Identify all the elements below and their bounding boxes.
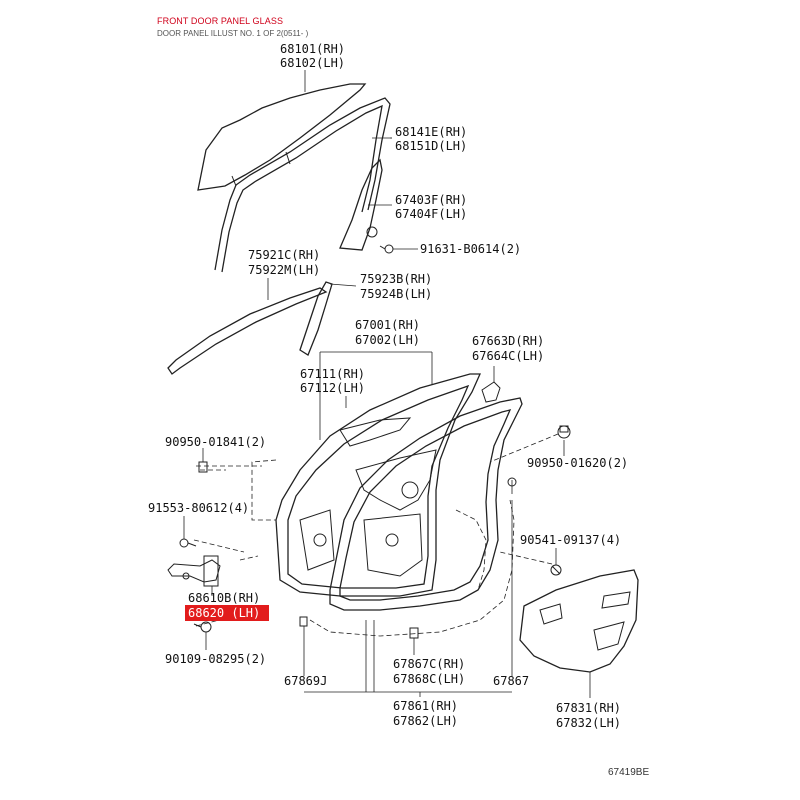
- label-68101: 68101(RH): [280, 42, 346, 56]
- label-68102: 68102(LH): [280, 56, 346, 70]
- label-67663d: 67663D(RH): [472, 334, 545, 348]
- bolt-90109[interactable]: [194, 622, 211, 632]
- label-67112: 67112(LH): [300, 381, 366, 395]
- service-hole-cover[interactable]: [520, 570, 638, 672]
- diagram-subtitle: DOOR PANEL ILLUST NO. 1 OF 2(0511- ): [157, 29, 309, 38]
- label-67111: 67111(RH): [300, 367, 366, 381]
- clip-90541[interactable]: [551, 565, 561, 575]
- label-67862: 67862(LH): [393, 714, 459, 728]
- label-75922m: 75922M(LH): [248, 263, 321, 277]
- label-67404f: 67404F(LH): [395, 207, 468, 221]
- label-67832: 67832(LH): [556, 716, 622, 730]
- label-67869j: 67869J: [284, 674, 328, 688]
- label-67867: 67867: [493, 674, 530, 688]
- diagram-title: FRONT DOOR PANEL GLASS: [157, 16, 284, 26]
- door-shell[interactable]: [276, 374, 480, 596]
- label-91631: 91631-B0614(2): [420, 242, 522, 256]
- bracket-67663[interactable]: [482, 382, 500, 402]
- illustration-reference-number: 67419BE: [608, 767, 650, 778]
- label-67868c: 67868C(LH): [393, 672, 466, 686]
- seal-67867c[interactable]: [410, 628, 418, 638]
- label-90541: 90541-09137(4): [520, 533, 622, 547]
- label-75923b: 75923B(RH): [360, 272, 433, 286]
- label-68610b: 68610B(RH): [188, 591, 261, 605]
- label-67001: 67001(RH): [355, 318, 421, 332]
- seal-67869j[interactable]: [300, 617, 307, 626]
- bolt-91631[interactable]: [380, 245, 393, 253]
- label-68620: 68620 (LH): [188, 606, 261, 620]
- door-weatherstrip[interactable]: [330, 398, 522, 610]
- label-67867c: 67867C(RH): [393, 657, 466, 671]
- label-68151d: 68151D(LH): [395, 139, 468, 153]
- door-glass[interactable]: [198, 84, 365, 190]
- label-67403f: 67403F(RH): [395, 193, 468, 207]
- label-68141e: 68141E(RH): [395, 125, 468, 139]
- label-67002: 67002(LH): [355, 333, 421, 347]
- bolt-91553[interactable]: [180, 539, 196, 547]
- label-75924b: 75924B(LH): [360, 287, 433, 301]
- label-90109: 90109-08295(2): [165, 652, 267, 666]
- plug-90950-01620[interactable]: [558, 426, 570, 438]
- belt-moulding-outer[interactable]: [168, 288, 326, 374]
- label-90950-01620: 90950-01620(2): [527, 456, 629, 470]
- label-67831: 67831(RH): [556, 701, 622, 715]
- label-91553: 91553-80612(4): [148, 501, 250, 515]
- label-67664c: 67664C(LH): [472, 349, 545, 363]
- door-check[interactable]: [168, 556, 220, 586]
- label-75921c: 75921C(RH): [248, 248, 321, 262]
- plug-90950-01841[interactable]: [199, 462, 207, 472]
- label-90950-01841: 90950-01841(2): [165, 435, 267, 449]
- label-67861: 67861(RH): [393, 699, 459, 713]
